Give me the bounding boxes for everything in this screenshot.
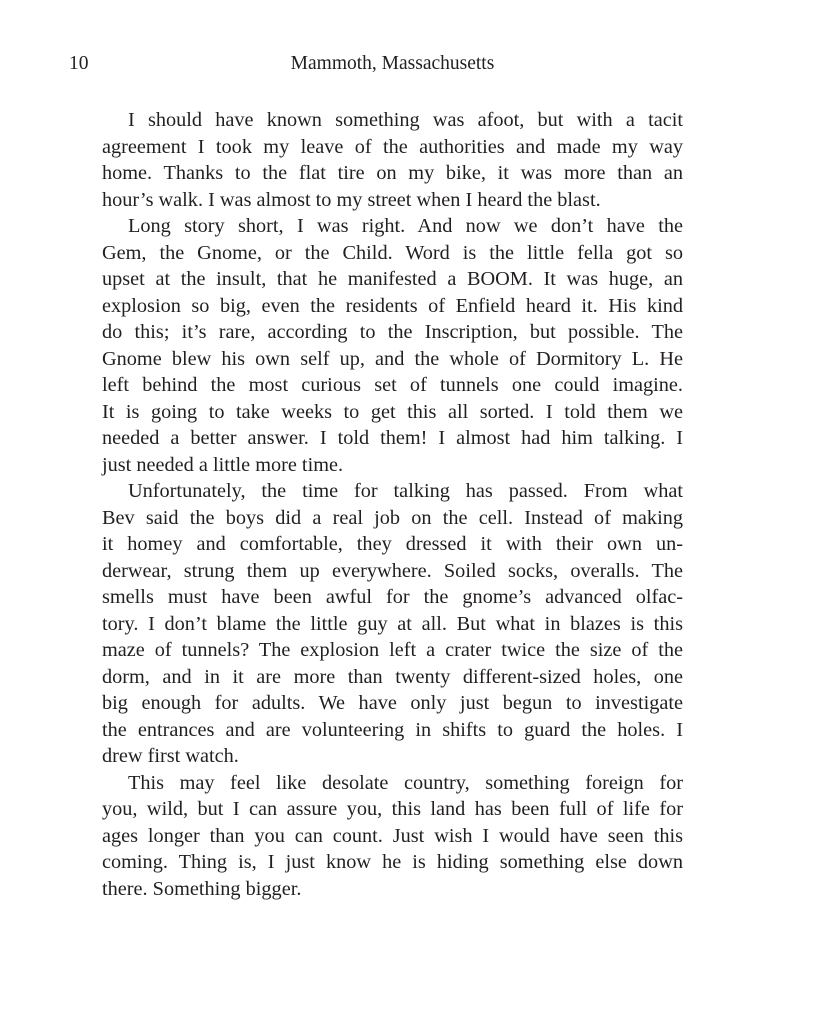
text-line: maze of tunnels? The explosion left a crater twice the size of the	[102, 639, 683, 661]
running-head: Mammoth, Massachusetts	[290, 53, 495, 74]
text-line: Gnome blew his own self up, and the whole of Dormitory L. He	[102, 347, 683, 370]
text-line: Long story short, I was right. And now we don’t have the	[128, 215, 683, 237]
text-line: you, wild, but I can assure you, this land has been full of life for	[102, 798, 683, 820]
text-line: derwear, strung them up everywhere. Soiled socks, overalls. The	[102, 559, 683, 582]
page-number: 10	[69, 53, 89, 74]
text-line: Bev said the boys did a real job on the cell. Instead of making	[102, 506, 683, 529]
paragraph-2	[102, 213, 683, 478]
text-line: upset at the insult, that he manifested a BOOM. It was huge, an	[102, 268, 683, 290]
text-line: smells must have been awful for the gnome’s advanced olfac-	[102, 586, 683, 608]
text-line: drew first watch.	[102, 745, 239, 767]
text-line: just needed a little more time.	[102, 453, 344, 476]
text-line: home. Thanks to the flat tire on my bike, it was more than an	[102, 162, 683, 184]
text-line: the entrances and are volunteering in shifts to guard the holes. I	[102, 718, 683, 741]
text-line: do this; it’s rare, according to the Inscription, but possible. The	[102, 321, 683, 343]
paragraph-4	[102, 770, 683, 903]
text-line: there. Something bigger.	[102, 877, 302, 900]
body-text	[102, 107, 683, 902]
text-line: ages longer than you can count. Just wish I would have seen this	[102, 824, 683, 847]
text-line: tory. I don’t blame the little guy at all. But what in blazes is this	[102, 612, 683, 635]
text-line: needed a better answer. I told them! I almost had him talking. I	[102, 427, 683, 449]
text-line: This may feel like desolate country, something foreign for	[128, 771, 683, 794]
text-line: explosion so big, even the residents of Enfield heard it. His kind	[102, 294, 683, 317]
text-line: coming. Thing is, I just know he is hiding something else down	[102, 851, 683, 873]
text-line: left behind the most curious set of tunnels one could imagine.	[102, 374, 683, 396]
text-line: hour’s walk. I was almost to my street when I heard the blast.	[102, 188, 601, 211]
text-line: Gem, the Gnome, or the Child. Word is the little fella got so	[102, 241, 683, 264]
text-line: I should have known something was afoot, but with a tacit	[128, 109, 683, 131]
text-line: agreement I took my leave of the authorities and made my way	[102, 135, 683, 158]
paragraph-3	[102, 478, 683, 770]
text-line: it homey and comfortable, they dressed it with their own un-	[102, 533, 683, 555]
paragraph-1	[102, 107, 683, 213]
text-line: dorm, and in it are more than twenty different-sized holes, one	[102, 665, 683, 688]
text-line: Unfortunately, the time for talking has passed. From what	[128, 480, 683, 502]
text-line: big enough for adults. We have only just begun to investigate	[102, 692, 683, 714]
text-line: It is going to take weeks to get this all sorted. I told them we	[102, 400, 683, 423]
